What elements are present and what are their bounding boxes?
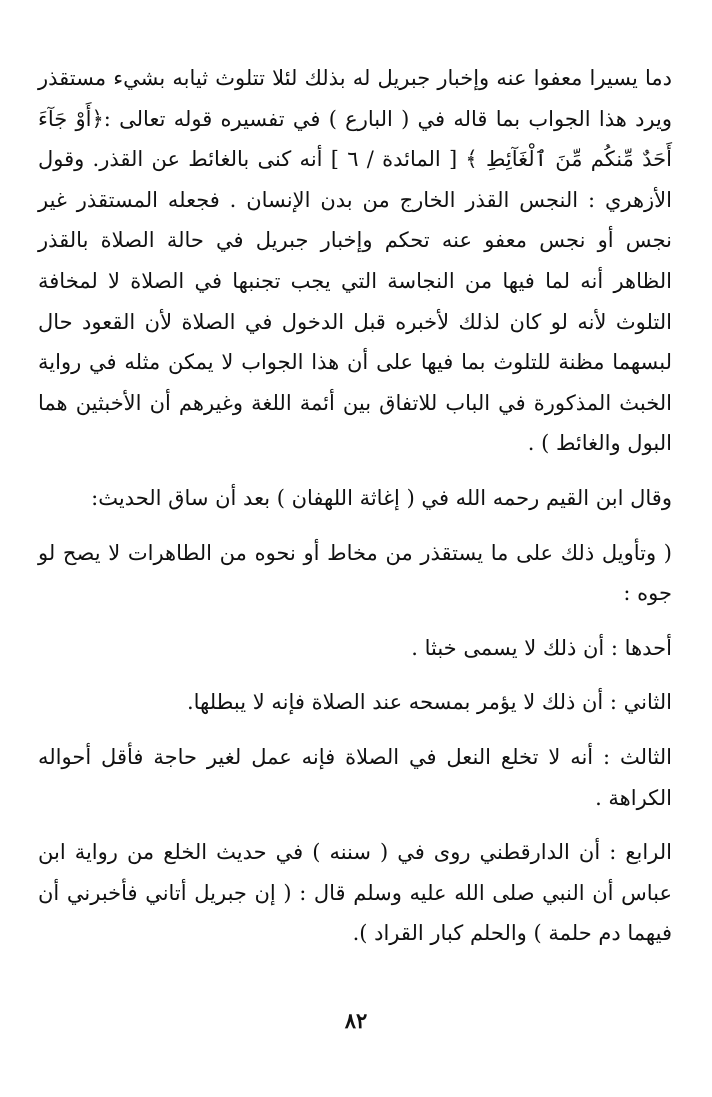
paragraph-third-reason: الثالث : أنه لا تخلع النعل في الصلاة فإنه عمل لغير حاجة فأقل أحواله الكراهة . — [38, 744, 672, 810]
page-body — [38, 58, 672, 954]
paragraph-first-reason: أحدها : أن ذلك لا يسمى خبثا . — [411, 635, 672, 660]
paragraph-fourth-reason: الرابع : أن الدارقطني روى في ( سننه ) في حديث الخلع من رواية ابن عباس أن النبي صلى الله عليه وسلم قال : ( إن جبريل أتاني فأخبرني أن فيهما دم حلمة ) والحلم كبار القراد ). — [38, 840, 672, 946]
paragraph-second-reason: الثاني : أن ذلك لا يؤمر بمسحه عند الصلاة فإنه لا يبطلها. — [186, 690, 672, 715]
page-number: ٨٢ — [344, 1008, 368, 1033]
paragraph-ibn-qayyim: وقال ابن القيم رحمه الله في ( إغاثة اللهفان ) بعد أن ساق الحديث: — [91, 485, 672, 510]
paragraph-jibril-reply: دما يسيرا معفوا عنه وإخبار جبريل له بذلك لئلا تتلوث ثيابه بشيء مستقذر ويرد هذا الجواب بما قاله في ( البارع ) في تفسيره قوله تعالى :﴿أَوْ جَآءَ أَحَدٌ مِّنكُم مِّنَ ٱلْغَآئِطِ ﴾ [ المائدة / ٦ ] أنه كنى بالغائط عن القذر. وقول الأزهري : النجس القذر الخارج من بدن الإنسان . فجعله المستقذر غير نجس أو نجس معفو عنه تحكم وإخبار جبريل في حالة الصلاة بالقذر الظاهر أنه لما فيها من النجاسة التي يجب تجنبها في الصلاة لا لمخافة التلوث لأنه لو كان لذلك لأخبره قبل الدخول في الصلاة لأن القعود حال لبسهما مظنة للتلوث بما فيها على أن هذا الجواب لا يمكن مثله في رواية الخبث المذكورة في الباب للاتفاق بين أئمة اللغة وغيرهم أن الأخبثين هما البول والغائط ) . — [38, 66, 672, 456]
paragraph-interpretation: ( وتأويل ذلك على ما يستقذر من مخاط أو نحوه من الطاهرات لا يصح لو جوه : — [38, 540, 672, 606]
